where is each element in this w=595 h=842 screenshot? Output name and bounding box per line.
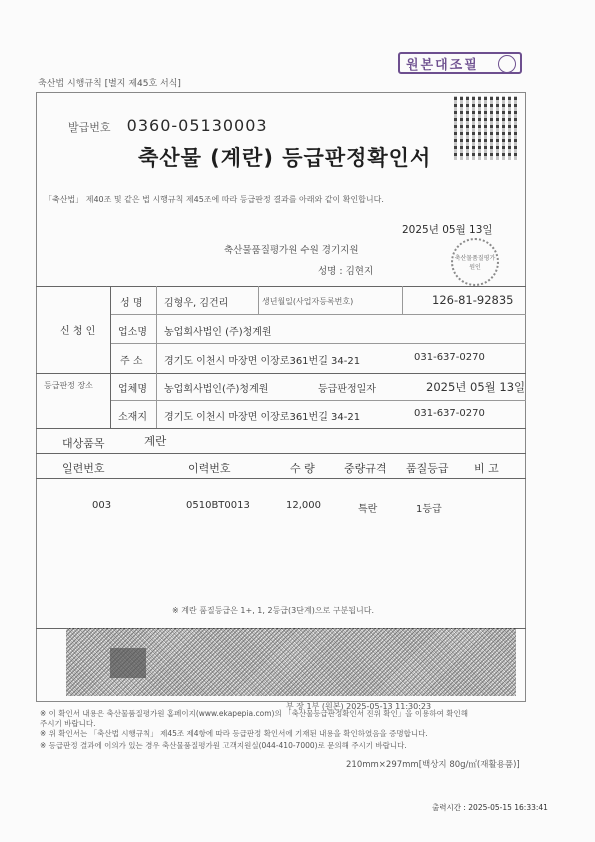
paper-size: 210mm×297mm[백상지 80g/㎡(재활용품)] — [346, 760, 520, 770]
rule — [36, 453, 526, 454]
location-label: 소재지 — [118, 412, 147, 423]
stamp-text: 원본대조필 — [406, 57, 479, 73]
item-label: 대상품목 — [62, 437, 105, 450]
cell-weight: 특란 — [358, 504, 378, 515]
original-copy-stamp — [398, 52, 522, 74]
item-value: 계란 — [144, 434, 167, 448]
form-caption: 축산법 시행규칙 [별지 제45호 서식] — [38, 79, 181, 89]
footnote: ※ 등급판정 결과에 이의가 있는 경우 축산물품질평가원 고객지원실(044-410-7000)로 문의해 주시기 바랍니다. — [40, 741, 407, 750]
biz-label: 업체명 — [118, 384, 147, 395]
issuer: 축산물품질평가원 수원 경기지원 — [224, 245, 359, 256]
footnote: ※ 위 확인서는 「축산법 시행규칙」 제45조 제4항에 따라 등급판정 확인서에 기재된 내용을 확인하였음을 증명합니다. — [40, 729, 428, 738]
stamp-seal-icon — [498, 55, 516, 73]
reg-number: 126-81-92835 — [432, 293, 514, 307]
cell-trace: 0510BT0013 — [186, 500, 250, 511]
footnote: ※ 이 확인서 내용은 축산물품질평가원 홈페이지(www.ekapepia.com)의 「축산물등급판정확인서 진위 확인」을 이용하여 확인해 — [40, 709, 469, 718]
col-header-serial: 일련번호 — [62, 462, 105, 475]
issue-number-value: 0360-05130003 — [126, 116, 268, 135]
seal-text: 축산물품질평가원인 — [454, 255, 496, 271]
tester: 성명 : 김현지 — [318, 266, 374, 277]
grading-phone: 031-637-0270 — [414, 408, 485, 419]
company-name: 농업회사법인 (주)청계원 — [164, 327, 272, 338]
rule — [110, 286, 111, 428]
col-header-grade: 품질등급 — [406, 462, 449, 475]
grading-location: 경기도 이천시 마장면 이장로361번길 34-21 — [164, 412, 361, 423]
applicant-section-label: 신 청 인 — [60, 326, 96, 337]
rule — [110, 314, 526, 315]
issue-number-label: 발급번호 — [68, 121, 111, 134]
rule — [36, 428, 526, 429]
biz-name: 농업회사법인(주)청계원 — [164, 384, 269, 395]
official-seal — [451, 238, 499, 286]
cell-grade: 1등급 — [416, 504, 442, 515]
name-label: 성 명 — [120, 298, 143, 309]
grading-date: 2025년 05월 13일 — [426, 380, 526, 394]
page-title: 축산물 (계란) 등급판정확인서 — [138, 146, 432, 170]
reg-label: 생년월일(사업자등록번호) — [262, 297, 354, 306]
address-label: 주 소 — [120, 356, 143, 367]
col-header-qty: 수 량 — [290, 462, 315, 475]
applicant-phone: 031-637-0270 — [414, 352, 485, 363]
rule — [110, 343, 526, 344]
table-note: ※ 계란 품질등급은 1+, 1, 2등급(3단계)으로 구분됩니다. — [172, 606, 374, 615]
tester-name: 김현지 — [345, 266, 374, 277]
cell-qty: 12,000 — [286, 500, 321, 511]
print-time: 출력시간 : 2025-05-15 16:33:41 — [432, 803, 548, 812]
col-header-remarks: 비 고 — [474, 462, 499, 475]
issue-date: 2025년 05월 13일 — [402, 224, 493, 236]
tester-label: 성명 — [318, 266, 337, 277]
applicant-name: 김형우, 김건리 — [164, 298, 229, 309]
legal-notice: 「축산법」 제40조 및 같은 법 시행규칙 제45조에 따라 등급판정 결과를 아래와 같이 확인합니다. — [44, 195, 384, 204]
grading-date-label: 등급판정일자 — [318, 384, 376, 395]
col-header-trace: 이력번호 — [188, 462, 231, 475]
qr-code-icon — [454, 96, 518, 160]
copy-line: 부 장 1부 (원본) 2025-05-13 11:30:23 — [286, 702, 432, 711]
rule — [156, 286, 157, 428]
applicant-address: 경기도 이천시 마장면 이장로361번길 34-21 — [164, 356, 361, 367]
company-label: 업소명 — [118, 327, 147, 338]
rule — [36, 478, 526, 479]
grading-place-label: 등급판정 장소 — [44, 381, 93, 390]
rule — [258, 286, 259, 314]
issue-number — [68, 116, 268, 135]
rule — [110, 400, 526, 401]
col-header-weight: 중량규격 — [344, 462, 387, 475]
rule — [402, 286, 403, 314]
security-block — [110, 648, 146, 678]
footnote: 주시기 바랍니다. — [40, 719, 96, 728]
cell-serial: 003 — [92, 500, 112, 511]
